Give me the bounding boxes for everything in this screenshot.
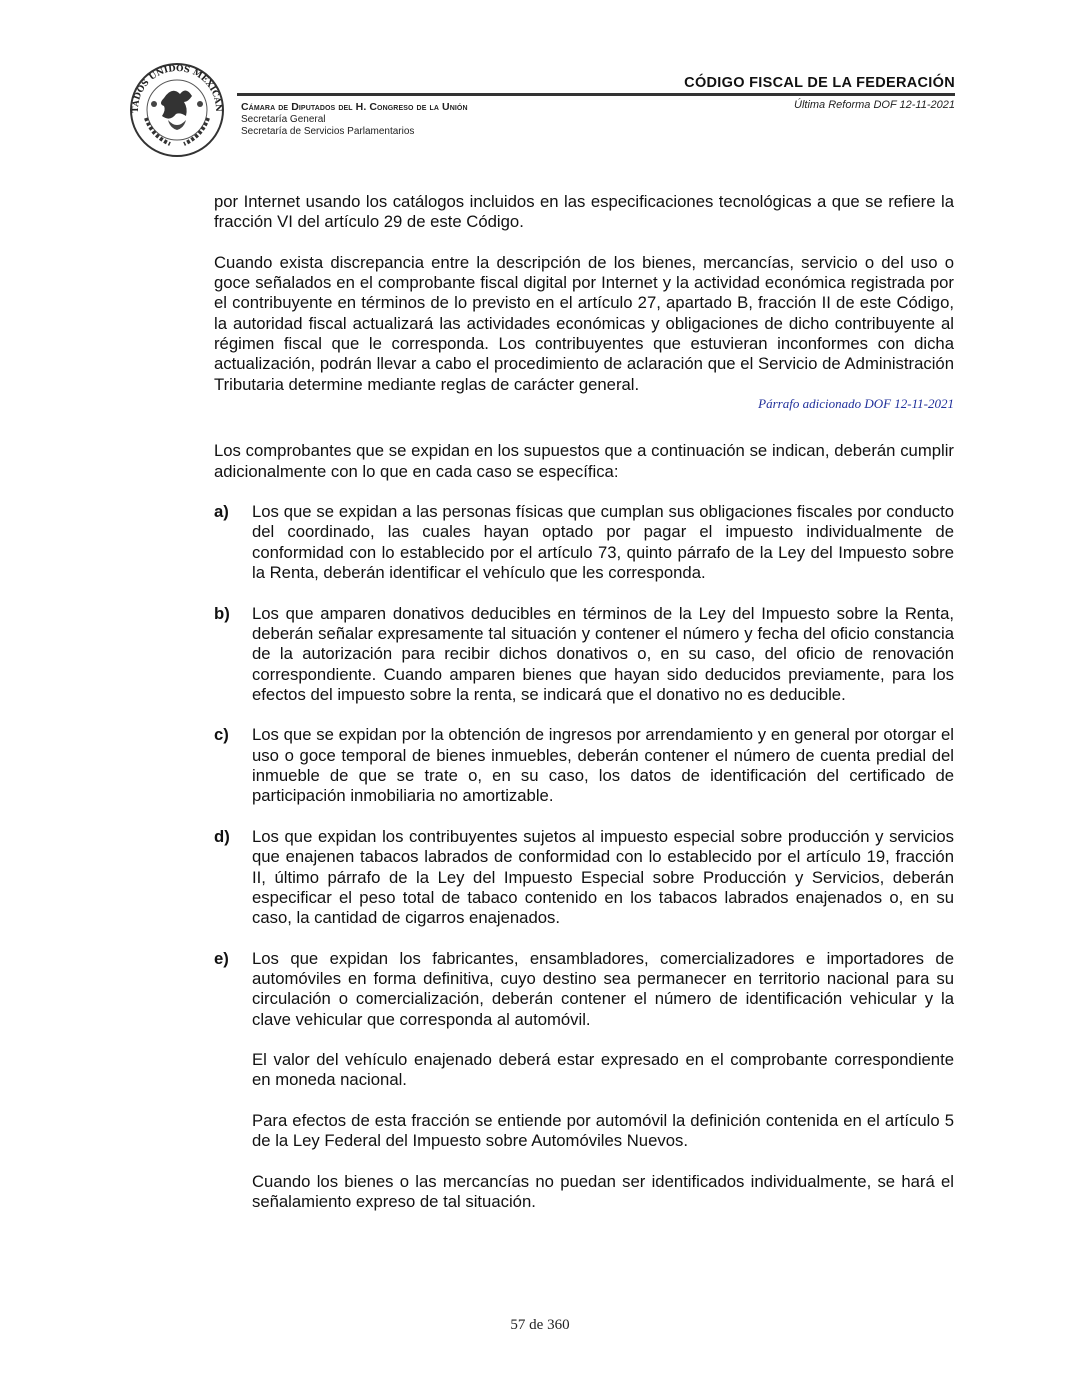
org-name: Cámara de Diputados del H. Congreso de la Unión <box>241 101 468 113</box>
item-letter: c) <box>214 725 229 745</box>
paragraph-1: por Internet usando los catálogos incluidos en las especificaciones tecnológicas a que se refiere la fracción VI del artículo 29 de este Código. <box>214 192 954 232</box>
item-text: Los que expidan los contribuyentes sujetos al impuesto especial sobre producción y servicios que enajenen tabacos labrados de conformidad con lo establecido por el artículo 19, fracción II, último párrafo de la Ley del Impuesto Especial sobre Producción y Servicios, deberán especificar el peso total de tabaco contenido en los tabacos labrados enajenados o, en su caso, la cantidad de cigarros enajenados. <box>252 826 954 928</box>
amendment-note: Párrafo adicionado DOF 12-11-2021 <box>758 396 954 412</box>
list-item-c <box>214 725 954 806</box>
header-document-title <box>684 75 955 111</box>
item-e-subparagraph-2: Para efectos de esta fracción se entiende por automóvil la definición contenida en el artículo 5 de la Ley Federal del Impuesto sobre Automóviles Nuevos. <box>252 1111 954 1151</box>
last-reform: Última Reforma DOF 12-11-2021 <box>794 99 955 111</box>
item-letter: a) <box>214 502 229 522</box>
paragraph-2: Cuando exista discrepancia entre la descripción de los bienes, mercancías, servicio o del uso o goce señalados en el comprobante fiscal digital por Internet y la actividad económica registrada por el contribuyente en términos de lo previsto en el artículo 27, apartado B, fracción II de este Código, la autoridad fiscal actualizará las actividades económicas y obligaciones de dicho contribuyente al régimen fiscal que le corresponda. Los contribuyentes que estuvieran inconformes con dicha actualización, podrán llevar a cabo el procedimiento de aclaración que el Servicio de Administración Tributaria determine mediante reglas de carácter general. <box>214 252 954 394</box>
item-text: Los que se expidan a las personas físicas que cumplan sus obligaciones fiscales por conducto del coordinado, las cuales hayan optado por pagar el impuesto individualmente de conformidad con lo establecido por el artículo 73, quinto párrafo de la Ley del Impuesto sobre la Renta, deberán identificar el vehículo que les corresponda. <box>252 502 954 583</box>
item-letter: b) <box>214 603 230 623</box>
document-body <box>214 192 954 1233</box>
item-text: Los que amparen donativos deducibles en términos de la Ley del Impuesto sobre la Renta, deberán señalar expresamente tal situación y contener el número y fecha del oficio constancia de la autorización para recibir dichos donativos o, en su caso, del oficio de renovación correspondiente. Cuando amparen bienes que hayan sido deducidos previamente, para los efectos del impuesto sobre la renta, se indicará que el donativo no es deducible. <box>252 603 954 704</box>
paragraph-3: Los comprobantes que se expidan en los supuestos que a continuación se indican, deberán cumplir adicionalmente con lo que en cada caso se específica: <box>214 441 954 481</box>
list-item-d <box>214 827 954 928</box>
item-letter: d) <box>214 826 230 846</box>
svg-text:ESTADOS UNIDOS MEXICANOS: TADOS UNIDOS MEXICAN <box>130 63 224 113</box>
header-organization <box>241 101 468 139</box>
page-number: 57 de 360 <box>510 1317 570 1333</box>
org-secretaria-general: Secretaría General <box>241 113 326 125</box>
org-secretaria-servicios: Secretaría de Servicios Parlamentarios <box>241 126 415 137</box>
coat-of-arms-seal <box>124 58 230 158</box>
header-rule <box>237 93 955 96</box>
document-title: CÓDIGO FISCAL DE LA FEDERACIÓN <box>684 75 955 91</box>
list-item-b <box>214 604 954 705</box>
item-e-subparagraph-3: Cuando los bienes o las mercancías no puedan ser identificados individualmente, se hará el señalamiento expreso de tal situación. <box>252 1171 954 1212</box>
item-e-subparagraph-1: El valor del vehículo enajenado deberá estar expresado en el comprobante correspondiente en moneda nacional. <box>252 1050 954 1090</box>
list-item-a <box>214 502 954 583</box>
item-text: Los que se expidan por la obtención de ingresos por arrendamiento y en general por otorgar el uso o goce temporal de bienes inmuebles, deberán contener el número de cuenta predial del inmueble de que se trate o, en su caso, los datos de identificación del certificado de participación inmobiliaria no amortizable. <box>252 725 954 806</box>
list-item-e <box>214 949 954 1030</box>
item-letter: e) <box>214 948 229 968</box>
item-text: Los que expidan los fabricantes, ensambladores, comercializadores e importadores de automóviles en forma definitiva, cuyo destino sea permanecer en territorio nacional para su circulación o comercialización, deberán contener el número de identificación vehicular y la clave vehicular que corresponda al automóvil. <box>252 948 954 1029</box>
